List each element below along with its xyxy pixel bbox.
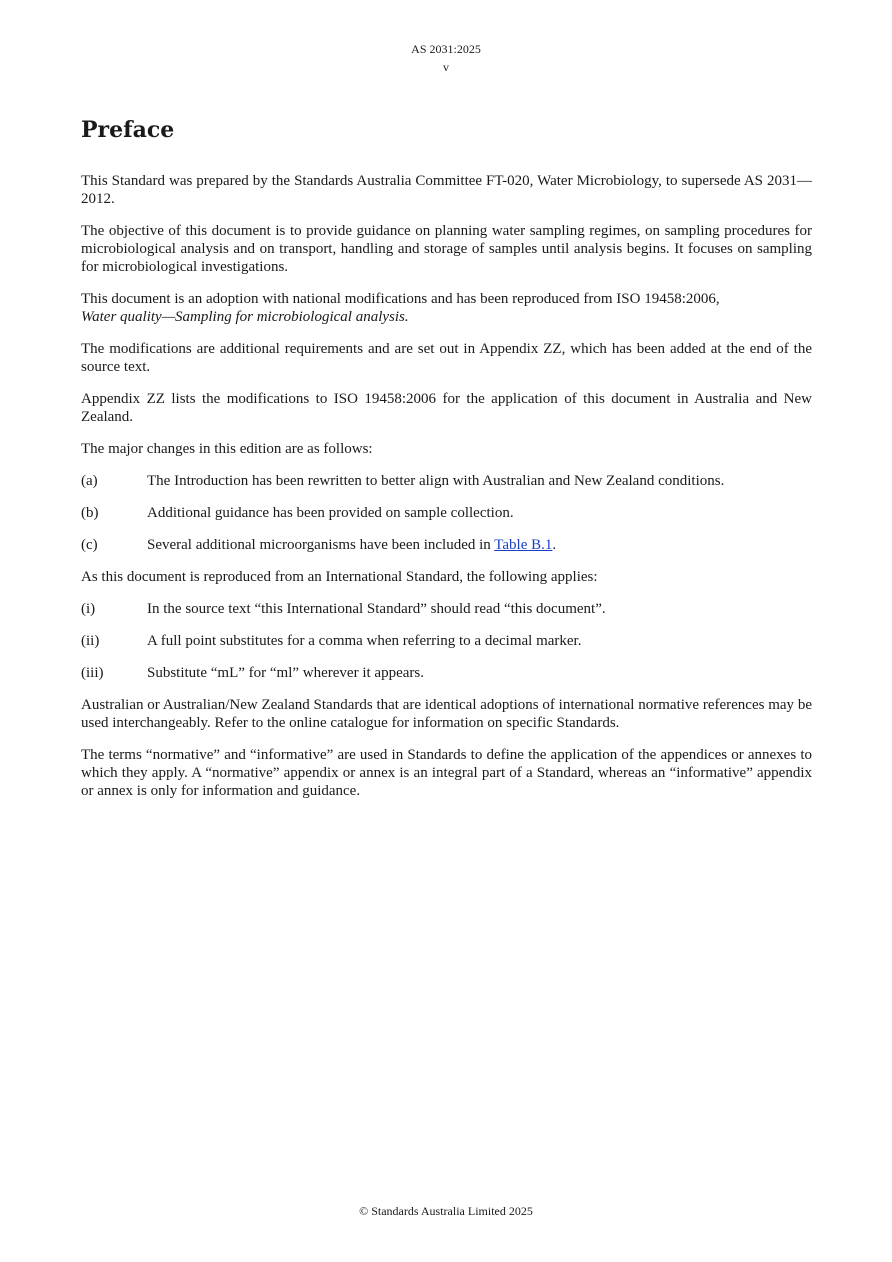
paragraph-objective: The objective of this document is to provide guidance on planning water sampling regimes, on sampling procedures for microbiological analysis and on transport, handling and storage of samples until analysis begins. It focuses on sampling for microbiological investigations. bbox=[81, 223, 812, 275]
adoption-title: Water quality—Sampling for microbiological analysis. bbox=[81, 309, 409, 325]
list-item-text: A full point substitutes for a comma when referring to a decimal marker. bbox=[147, 633, 582, 649]
list-item bbox=[81, 536, 812, 554]
page-title: Preface bbox=[81, 117, 175, 143]
paragraph-applies: As this document is reproduced from an International Standard, the following applies: bbox=[81, 569, 598, 585]
list-item bbox=[81, 600, 812, 618]
list-item-label: (iii) bbox=[81, 665, 104, 681]
list-item bbox=[81, 504, 812, 522]
paragraph-terms: The terms “normative” and “informative” are used in Standards to define the application of the appendices or annexes to which they apply. A “normative” appendix or annex is an integral part of a Standard, whereas an “informative” appendix or annex is only for information and guidance. bbox=[81, 747, 812, 799]
paragraph-normative-references: Australian or Australian/New Zealand Standards that are identical adoptions of international normative references may be used interchangeably. Refer to the online catalogue for information on specific Standards. bbox=[81, 697, 812, 731]
list-item-label: (b) bbox=[81, 505, 99, 521]
paragraph-committee: This Standard was prepared by the Standards Australia Committee FT-020, Water Microbiology, to supersede AS 2031—2012. bbox=[81, 173, 812, 207]
list-item-label: (ii) bbox=[81, 633, 100, 649]
list-item bbox=[81, 664, 812, 682]
standard-id: AS 2031:2025 bbox=[411, 42, 481, 56]
page-number: v bbox=[443, 60, 449, 74]
list-item bbox=[81, 632, 812, 650]
list-item-label: (c) bbox=[81, 537, 98, 553]
list-item-text: In the source text “this International Standard” should read “this document”. bbox=[147, 601, 606, 617]
paragraph-appendix-zz: Appendix ZZ lists the modifications to ISO 19458:2006 for the application of this document in Australia and New Zealand. bbox=[81, 391, 812, 425]
list-item-label: (i) bbox=[81, 601, 96, 617]
list-item-label: (a) bbox=[81, 473, 98, 489]
paragraph-modifications: The modifications are additional requirements and are set out in Appendix ZZ, which has been added at the end of the source text. bbox=[81, 341, 812, 375]
page-header bbox=[0, 40, 892, 76]
list-item-text: Substitute “mL” for “ml” wherever it appears. bbox=[147, 665, 424, 681]
adoption-text: This document is an adoption with national modifications and has been reproduced from ISO 19458:2006, bbox=[81, 291, 720, 307]
list-item-text-with-link bbox=[147, 536, 812, 554]
list-item-suffix: . bbox=[552, 537, 557, 553]
copyright-footer: © Standards Australia Limited 2025 bbox=[359, 1204, 533, 1218]
paragraph-major-changes: The major changes in this edition are as follows: bbox=[81, 441, 373, 457]
list-item-text: Additional guidance has been provided on sample collection. bbox=[147, 505, 514, 521]
list-item-text: The Introduction has been rewritten to better align with Australian and New Zealand conditions. bbox=[147, 473, 725, 489]
table-b1-link[interactable]: Table B.1 bbox=[494, 537, 553, 553]
paragraph-adoption bbox=[81, 290, 812, 326]
list-item bbox=[81, 472, 812, 490]
list-item-text: Several additional microorganisms have been included in bbox=[147, 537, 495, 553]
page-content bbox=[81, 114, 812, 814]
